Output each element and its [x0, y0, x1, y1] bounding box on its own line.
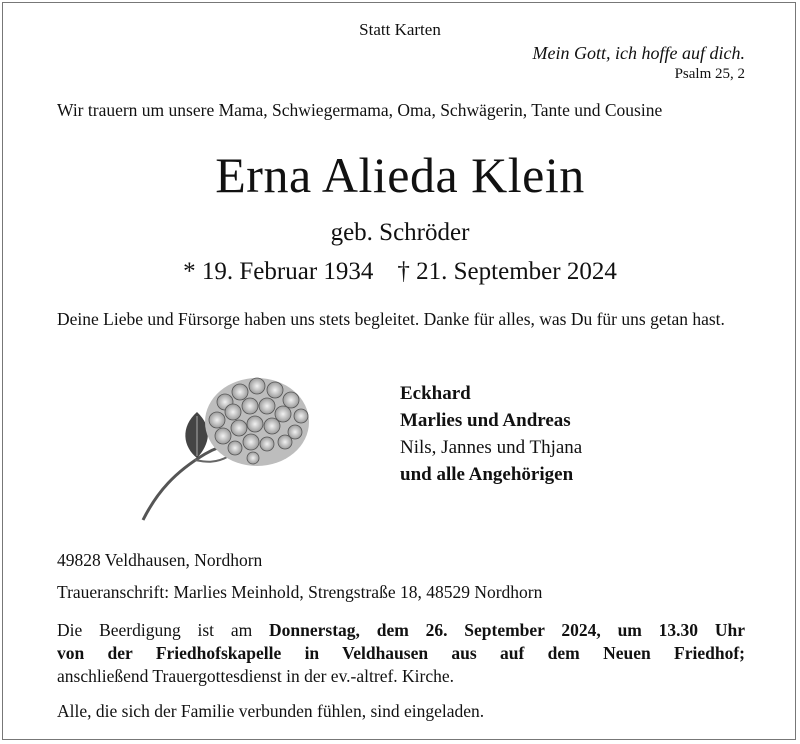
- intro-text: Wir trauern um unsere Mama, Schwiegermama, Oma, Schwägerin, Tante und Cousine: [57, 100, 663, 120]
- bible-verse: Mein Gott, ich hoffe auf dich.: [532, 43, 745, 63]
- family-member: Eckhard: [400, 383, 471, 404]
- message-text: Deine Liebe und Fürsorge haben uns stets begleitet. Danke für alles, was Du für uns getan hast.: [57, 309, 725, 329]
- family-member: und alle Angehörigen: [400, 464, 574, 485]
- hydrangea-illustration: [135, 372, 315, 527]
- header-title: Statt Karten: [359, 20, 441, 39]
- life-dates: [0, 258, 800, 286]
- family-member: Nils, Jannes und Thjana: [400, 437, 583, 458]
- deceased-name: Erna Alieda Klein: [215, 147, 585, 203]
- family-member: Marlies und Andreas: [400, 410, 571, 431]
- closing-text: Alle, die sich der Familie verbunden fühlen, sind eingeladen.: [57, 701, 485, 721]
- funeral-line-3: anschließend Trauergottesdienst in der ev.-altref. Kirche.: [57, 666, 455, 686]
- mourning-address: Traueranschrift: Marlies Meinhold, Strengstraße 18, 48529 Nordhorn: [57, 582, 543, 602]
- funeral-info: [57, 619, 745, 688]
- death-date: † 21. September 2024: [397, 258, 617, 285]
- place-line: 49828 Veldhausen, Nordhorn: [57, 550, 263, 570]
- family-list: [400, 380, 582, 488]
- birth-date: * 19. Februar 1934: [183, 258, 374, 285]
- funeral-line-2: von der Friedhofskapelle in Veldhausen aus auf dem Neuen Friedhof;: [57, 643, 745, 663]
- funeral-line-1: Die Beerdigung ist am Donnerstag, dem 26. September 2024, um 13.30 Uhr: [57, 620, 745, 640]
- verse-reference: Psalm 25, 2: [674, 66, 745, 82]
- birth-name: geb. Schröder: [330, 219, 470, 246]
